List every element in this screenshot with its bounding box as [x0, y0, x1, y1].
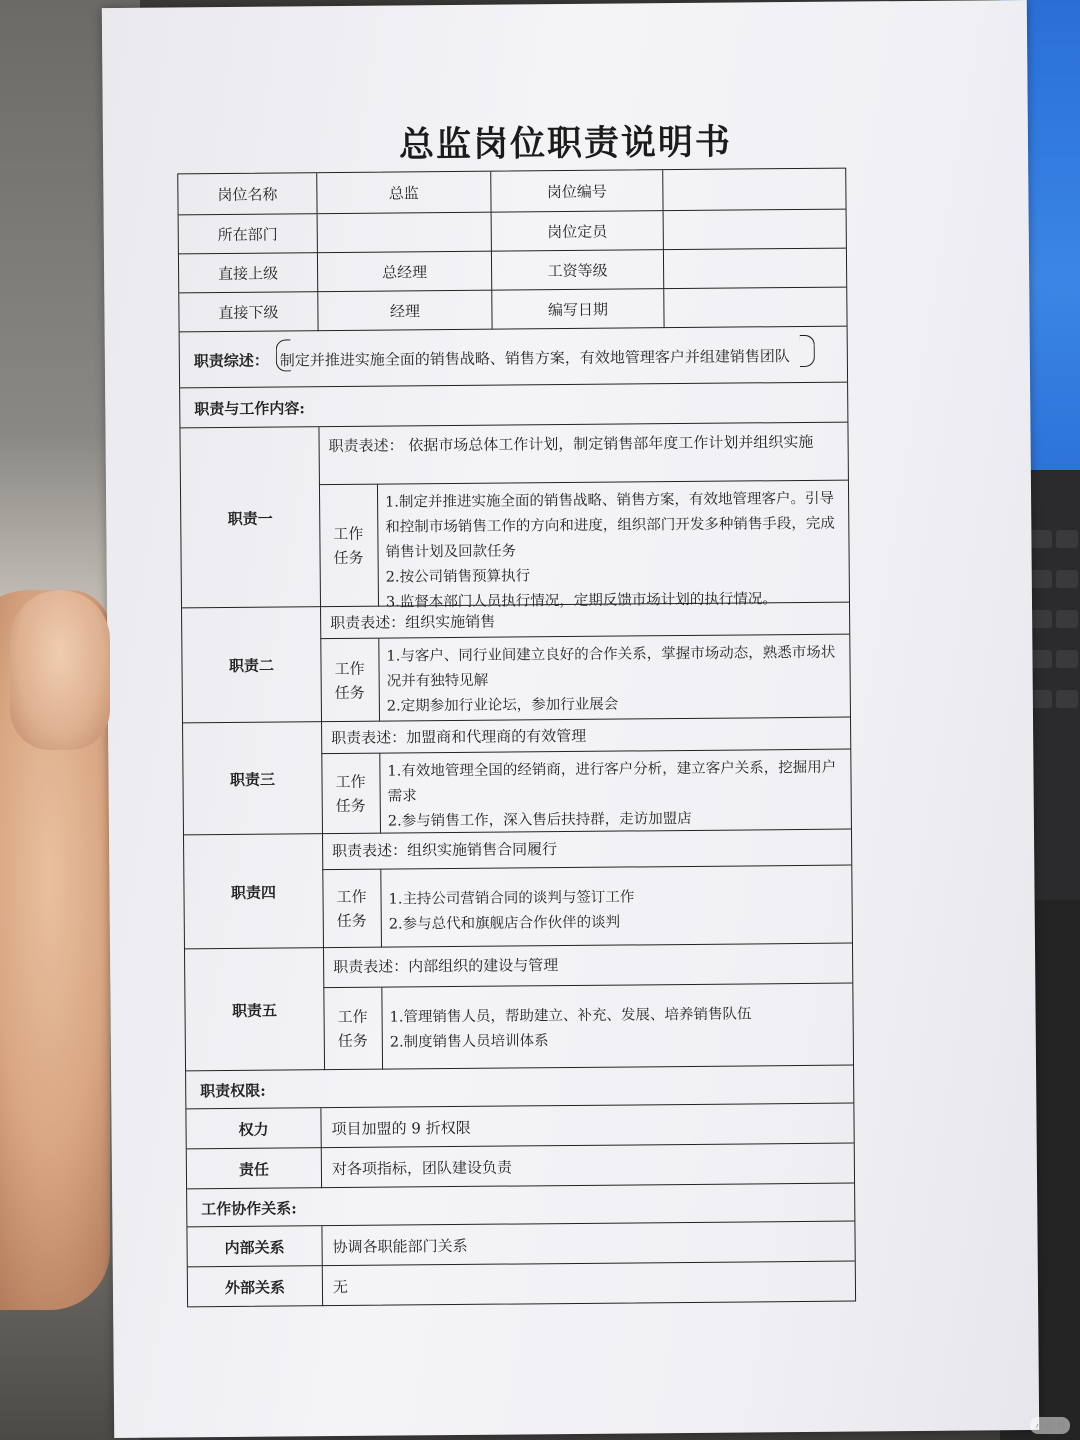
duty-block-5 [185, 943, 853, 1072]
subordinate-value: 经理 [389, 302, 421, 321]
superior-value: 总经理 [382, 263, 428, 282]
task-item: 2.制度销售人员培训体系 [389, 1033, 549, 1051]
duty-name: 职责五 [185, 948, 325, 1071]
task-label: 工作 任务 [323, 988, 383, 1071]
handwritten-bracket-right [800, 335, 815, 367]
task-item: 3.监督本部门人员执行情况，定期反馈市场计划的执行情况。 [385, 591, 777, 611]
holding-thumb [10, 590, 110, 750]
document-title: 总监岗位职责说明书 [398, 121, 733, 166]
date-label: 编写日期 [547, 300, 609, 320]
duties-header-row [180, 382, 847, 429]
headcount-label: 岗位定员 [547, 222, 608, 242]
power-row [186, 1103, 853, 1150]
duty-block-2 [182, 602, 850, 724]
task-label: 工作 任务 [321, 754, 381, 835]
position-name-label: 岗位名称 [217, 185, 278, 204]
watermark-logo: 小红书 [1030, 1417, 1070, 1434]
position-name-value: 总监 [388, 183, 419, 203]
duty-description: 职责表述：组织实施销售 [320, 603, 849, 640]
relations-header: 工作协作关系: [201, 1198, 297, 1218]
responsibility-label: 责任 [238, 1160, 269, 1179]
summary-text: 制定并推进实施全面的销售战略、销售方案，有效地管理客户并组建销售团队 [279, 346, 790, 370]
duty-description: 职责表述：组织实施销售合同履行 [322, 830, 851, 871]
responsibility-row [187, 1143, 854, 1190]
task-item: 1.与客户、同行业间建立良好的合作关系，掌握市场动态，熟悉市场状况并有独特见解 [386, 644, 836, 690]
task-label: 工作 任务 [322, 870, 382, 949]
duty-block-4 [184, 829, 852, 950]
summary-row [180, 326, 847, 389]
duty-name: 职责四 [184, 834, 324, 949]
duty-name: 职责一 [180, 427, 321, 608]
duty-block-3 [183, 717, 851, 836]
task-item: 2.按公司销售预算执行 [385, 568, 531, 586]
task-list [379, 750, 851, 834]
duties-header: 职责与工作内容: [194, 398, 305, 418]
duty-name: 职责三 [183, 722, 323, 835]
task-item: 2.参与总代和旗舰店合作伙伴的谈判 [388, 914, 621, 933]
superior-label: 直接上级 [218, 264, 279, 284]
position-no-label: 岗位编号 [546, 182, 607, 201]
task-list [378, 635, 850, 722]
task-item: 1.管理销售人员，帮助建立、补充、发展、培养销售队伍 [389, 1006, 752, 1026]
duty-name: 职责二 [182, 607, 322, 723]
duty-description: 职责表述： 依据市场总体工作计划，制定销售部年度工作计划并组织实施 [318, 423, 847, 486]
internal-relation-value: 协调各职能部门关系 [332, 1236, 468, 1256]
task-label: 工作 任务 [319, 485, 379, 608]
duty-description: 职责表述：内部组织的建设与管理 [323, 944, 852, 989]
external-relation-value: 无 [332, 1277, 349, 1296]
task-list [380, 866, 852, 948]
task-item: 2.定期参加行业论坛，参加行业展会 [386, 696, 619, 715]
task-item: 2.参与销售工作，深入售后扶持群，走访加盟店 [387, 810, 692, 830]
salary-grade-label: 工资等级 [547, 261, 608, 281]
task-label: 工作 任务 [320, 639, 380, 723]
duty-description: 职责表述：加盟商和代理商的有效管理 [321, 718, 850, 755]
task-list [377, 481, 849, 611]
subordinate-label: 直接下级 [218, 303, 279, 323]
external-relation-label: 外部关系 [224, 1278, 286, 1297]
responsibility-value: 对各项指标，团队建设负责 [331, 1158, 513, 1178]
task-list [381, 984, 853, 1070]
power-label: 权力 [238, 1120, 269, 1139]
authority-header: 职责权限: [200, 1081, 266, 1100]
task-item: 1.有效地管理全国的经销商，进行客户分析，建立客户关系，挖掘用户需求 [387, 759, 837, 805]
info-row-1 [178, 169, 845, 215]
duty-table [177, 168, 856, 1308]
department-label: 所在部门 [217, 225, 278, 245]
internal-relation-row [187, 1221, 854, 1268]
internal-relation-label: 内部关系 [224, 1238, 285, 1257]
summary-label: 职责综述： [193, 351, 269, 370]
duty-block-1 [180, 422, 849, 609]
task-item: 1.制定并推进实施全面的销售战略、销售方案，有效地管理客户。引导和控制市场销售工作的方向和进度，组织部门开发多种销售手段，完成销售计划及回款任务 [385, 490, 835, 561]
task-item: 1.主持公司营销合同的谈判与签订工作 [388, 889, 635, 908]
external-relation-row [188, 1261, 855, 1308]
paper-sheet [102, 0, 1039, 1438]
power-value: 项目加盟的 9 折权限 [331, 1118, 471, 1138]
